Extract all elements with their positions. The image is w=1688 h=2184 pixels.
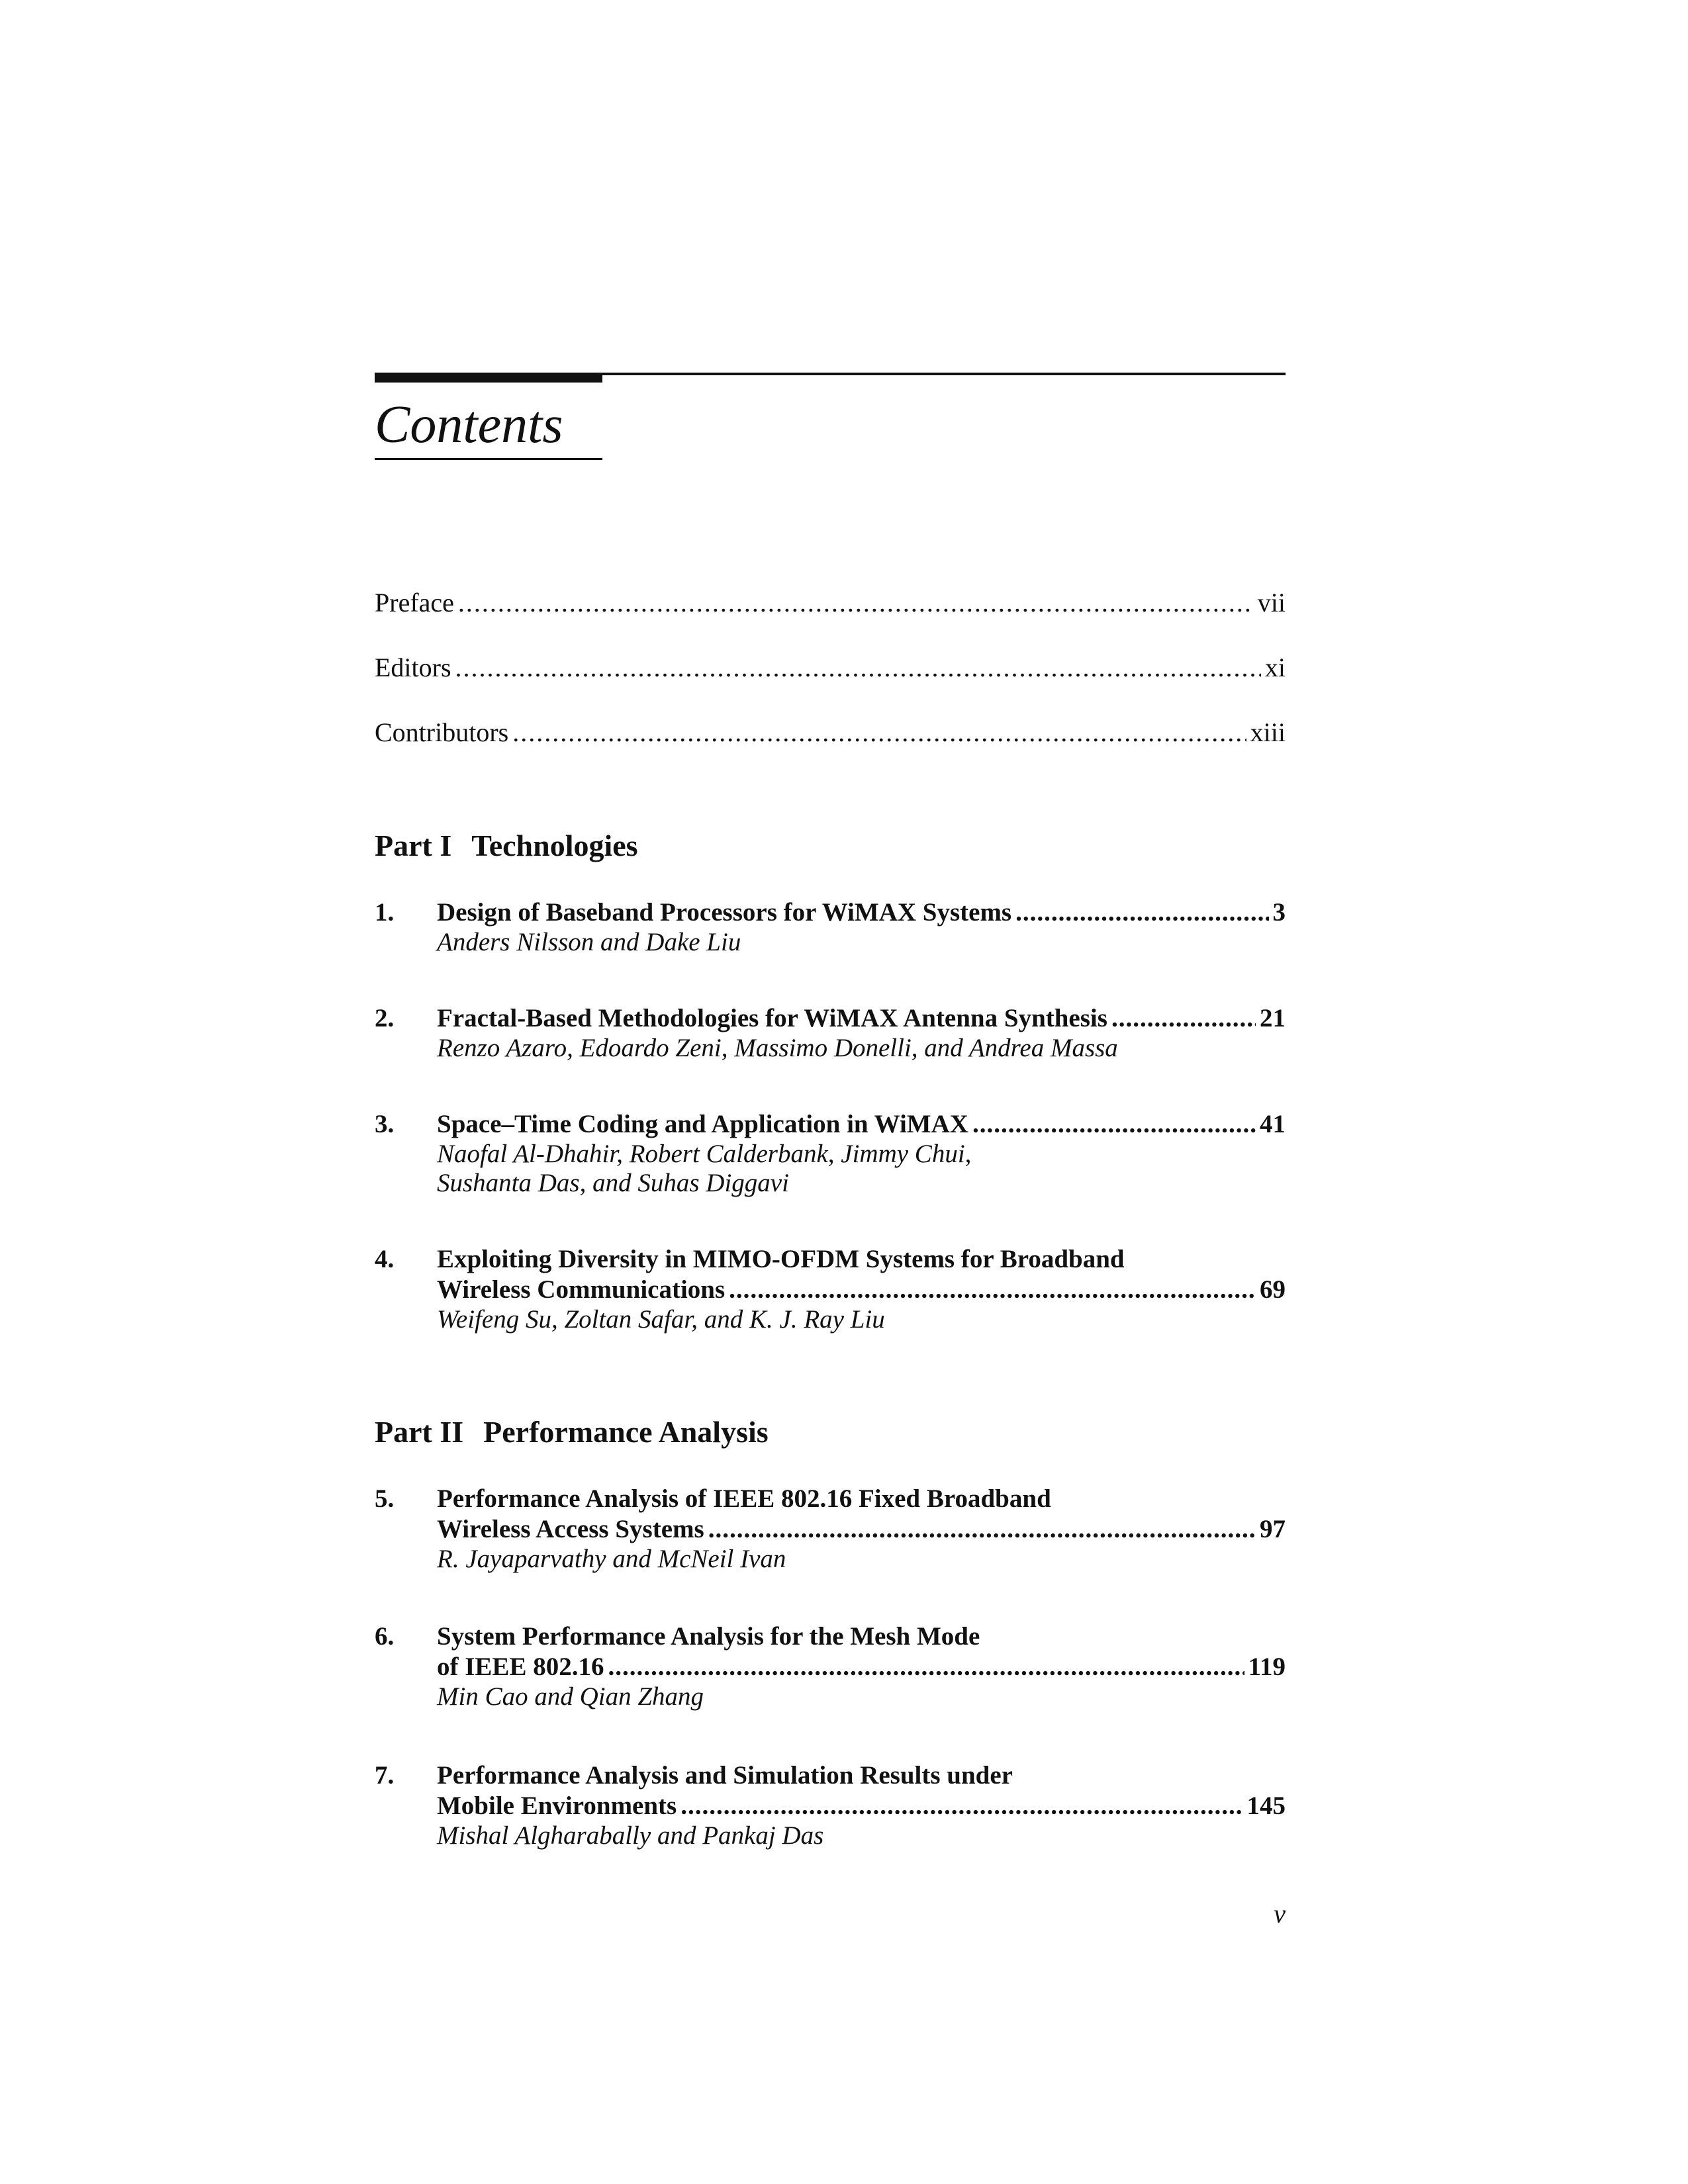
dot-leader: [512, 716, 1246, 749]
chapter-title-line: [437, 1514, 1286, 1545]
chapter-title: System Performance Analysis for the Mesh Mode: [437, 1622, 980, 1651]
chapter-page: 69: [1260, 1275, 1286, 1304]
chapter-authors: R. Jayaparvathy and McNeil Ivan: [437, 1545, 786, 1573]
chapter-title-line: [437, 897, 1286, 928]
toc-entry-editors[interactable]: [375, 651, 1286, 684]
part-number: Part I: [375, 829, 452, 862]
chapter-title: Space–Time Coding and Application in WiMAX: [437, 1110, 968, 1138]
part-title: Technologies: [471, 829, 638, 862]
chapter-title: Design of Baseband Processors for WiMAX Systems: [437, 898, 1012, 927]
chapter-number: 4.: [375, 1245, 395, 1273]
chapter-title-line: [437, 1791, 1286, 1821]
title-underline: [375, 458, 602, 460]
toc-entry-label: Preface: [375, 588, 454, 617]
toc-entry-page: xiii: [1250, 717, 1286, 747]
chapter-number: 6.: [375, 1622, 395, 1651]
dot-leader: [1015, 897, 1268, 928]
dot-leader: [708, 1514, 1256, 1545]
page-title: Contents: [375, 396, 563, 454]
chapter-authors: Anders Nilsson and Dake Liu: [437, 928, 741, 956]
chapter-title: Performance Analysis and Simulation Results under: [437, 1761, 1013, 1790]
contents-page: [375, 0, 1286, 2184]
dot-leader: [455, 651, 1261, 684]
dot-leader: [608, 1652, 1244, 1682]
chapter-page: 41: [1260, 1110, 1286, 1138]
toc-entry-label: Contributors: [375, 717, 509, 747]
toc-entry-label: Editors: [375, 653, 451, 682]
dot-leader: [729, 1275, 1256, 1305]
chapter-authors: Min Cao and Qian Zhang: [437, 1682, 704, 1711]
part-heading-1: [375, 827, 638, 864]
dot-leader: [680, 1791, 1243, 1821]
toc-entry-page: xi: [1264, 653, 1286, 682]
chapter-title: of IEEE 802.16: [437, 1653, 604, 1681]
dot-leader: [972, 1109, 1256, 1140]
chapter-title: Performance Analysis of IEEE 802.16 Fixed Broadband: [437, 1484, 1051, 1513]
chapter-number: 3.: [375, 1110, 395, 1138]
chapter-number: 7.: [375, 1761, 395, 1790]
chapter-title-line: [437, 1275, 1286, 1305]
chapter-page: 21: [1260, 1004, 1286, 1032]
toc-entry-preface[interactable]: [375, 586, 1286, 619]
page-folio: v: [1274, 1899, 1286, 1929]
header-rule-thin: [375, 373, 1286, 375]
chapter-authors: Renzo Azaro, Edoardo Zeni, Massimo Donelli, and Andrea Massa: [437, 1034, 1118, 1062]
part-title: Performance Analysis: [483, 1415, 769, 1449]
chapter-number: 5.: [375, 1484, 395, 1513]
chapter-title: Mobile Environments: [437, 1792, 677, 1820]
chapter-title: Wireless Communications: [437, 1275, 726, 1304]
toc-entry-page: vii: [1257, 588, 1286, 617]
chapter-title-line: [437, 1652, 1286, 1682]
chapter-page: 119: [1248, 1653, 1286, 1681]
chapter-title: Wireless Access Systems: [437, 1515, 704, 1543]
chapter-authors: Sushanta Das, and Suhas Diggavi: [437, 1169, 789, 1197]
chapter-page: 3: [1272, 898, 1286, 927]
chapter-number: 2.: [375, 1004, 395, 1032]
part-heading-2: [375, 1414, 769, 1451]
chapter-authors: Weifeng Su, Zoltan Safar, and K. J. Ray Liu: [437, 1305, 885, 1334]
chapter-title-line: [437, 1109, 1286, 1140]
dot-leader: [458, 586, 1254, 619]
chapter-number: 1.: [375, 898, 395, 927]
chapter-authors: Mishal Algharabally and Pankaj Das: [437, 1821, 824, 1850]
chapter-title-line: [437, 1003, 1286, 1034]
chapter-title: Fractal-Based Methodologies for WiMAX Antenna Synthesis: [437, 1004, 1107, 1032]
chapter-authors: Naofal Al-Dhahir, Robert Calderbank, Jimmy Chui,: [437, 1140, 972, 1168]
chapter-page: 97: [1260, 1515, 1286, 1543]
chapter-title: Exploiting Diversity in MIMO-OFDM Systems for Broadband: [437, 1245, 1125, 1273]
chapter-page: 145: [1246, 1792, 1286, 1820]
dot-leader: [1111, 1003, 1256, 1034]
part-number: Part II: [375, 1415, 464, 1449]
toc-entry-contributors[interactable]: [375, 716, 1286, 749]
